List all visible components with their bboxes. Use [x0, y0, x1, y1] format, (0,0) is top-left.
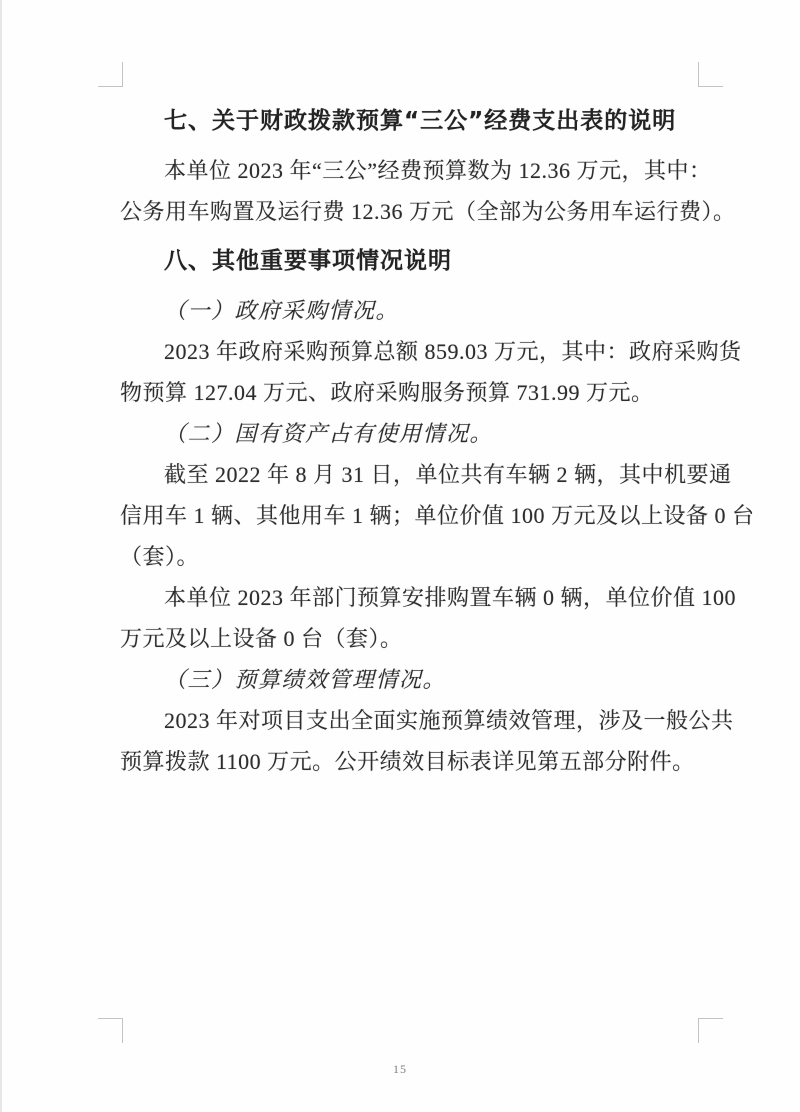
page-number: 15 — [393, 1062, 407, 1076]
text-boundary-mark-top-left — [98, 62, 123, 87]
paragraph-line: 2023 年政府采购预算总额 859.03 万元，其中：政府采购货 — [164, 339, 742, 364]
subsection-heading-two: （二）国有资产占有使用情况。 — [164, 421, 494, 446]
paragraph-line: 2023 年对项目支出全面实施预算绩效管理，涉及一般公共 — [164, 708, 734, 733]
paragraph-line: 本单位 2023 年“三公”经费预算数为 12.36 万元，其中： — [164, 158, 712, 183]
paragraph-line: 公务用车购置及运行费 12.36 万元（全部为公务用车运行费）。 — [120, 199, 736, 224]
section-heading-eight: 八、其他重要事项情况说明 — [164, 248, 452, 274]
text-boundary-mark-top-right — [698, 62, 723, 87]
text-boundary-mark-bottom-right — [698, 1018, 723, 1043]
paragraph-line: 物预算 127.04 万元、政府采购服务预算 731.99 万元。 — [120, 380, 654, 405]
document-body — [120, 92, 755, 782]
paragraph-line: 预算拨款 1100 万元。公开绩效目标表详见第五部分附件。 — [120, 749, 695, 774]
paragraph-line: 截至 2022 年 8 月 31 日，单位共有车辆 2 辆，其中机要通 — [164, 462, 732, 487]
paragraph-line: 本单位 2023 年部门预算安排购置车辆 0 辆，单位价值 100 — [164, 585, 737, 610]
paragraph-line: （套）。 — [120, 544, 200, 569]
scanner-edge-shadow — [0, 0, 2, 1112]
paragraph-line: 信用车 1 辆、其他用车 1 辆；单位价值 100 万元及以上设备 0 台 — [120, 503, 755, 528]
text-boundary-mark-bottom-left — [98, 1018, 123, 1043]
subsection-heading-three: （三）预算绩效管理情况。 — [164, 667, 447, 692]
subsection-heading-one: （一）政府采购情况。 — [164, 298, 400, 323]
paragraph-line: 万元及以上设备 0 台（套）。 — [120, 626, 403, 651]
section-heading-seven: 七、关于财政拨款预算“三公”经费支出表的说明 — [164, 108, 677, 134]
